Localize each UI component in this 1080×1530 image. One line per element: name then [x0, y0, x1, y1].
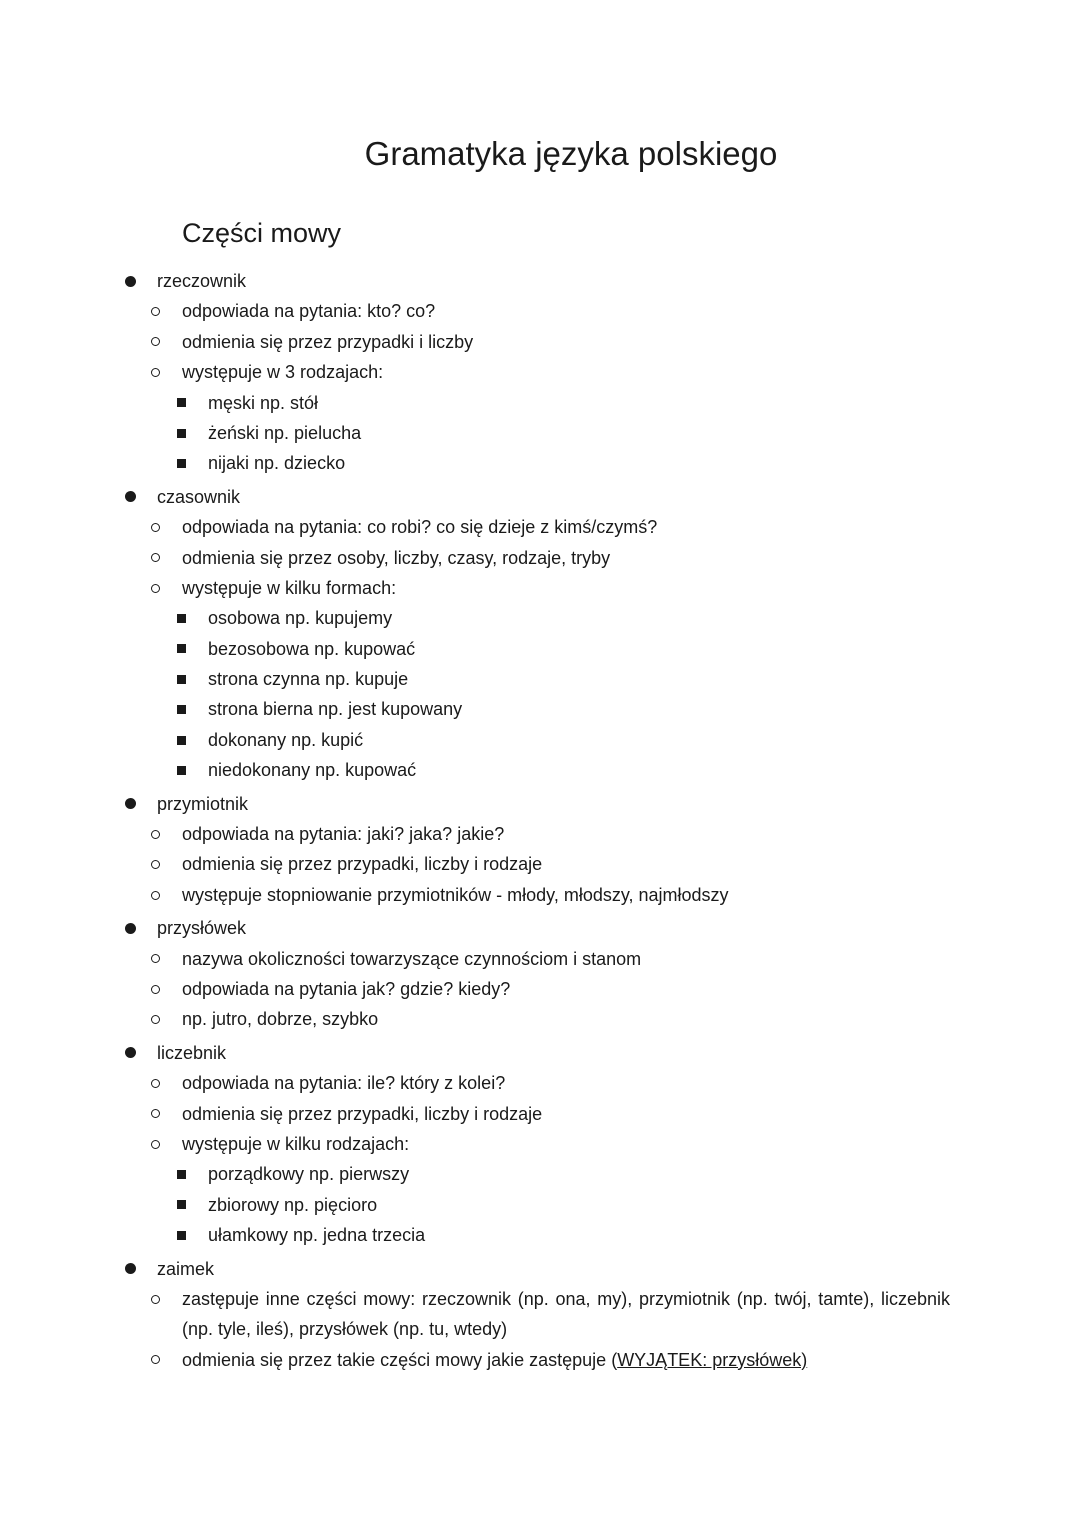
- list-item-level2: [0, 880, 1080, 910]
- group-przymiotnik: [0, 789, 1080, 911]
- list-item-level2: [0, 296, 1080, 326]
- hollow-bullet-icon: [148, 327, 162, 357]
- exception-note: WYJĄTEK: przysłówek): [617, 1349, 808, 1370]
- item-text: osobowa np. kupujemy: [208, 608, 393, 629]
- square-bullet-icon: [174, 1220, 188, 1250]
- list-item-level2: [0, 974, 1080, 1004]
- filled-bullet-icon: [123, 789, 137, 819]
- item-text: odmienia się przez przypadki, liczby i rodzaje: [182, 854, 543, 875]
- list-item-level2: [0, 1284, 1080, 1345]
- list-item-level3: [0, 634, 1080, 664]
- list-item-level1: [0, 482, 1080, 512]
- list-item-level2: [0, 543, 1080, 573]
- hollow-bullet-icon: [148, 1284, 162, 1314]
- item-text: występuje stopniowanie przymiotników - młody, młodszy, najmłodszy: [182, 884, 729, 905]
- hollow-bullet-icon: [148, 880, 162, 910]
- hollow-bullet-icon: [148, 974, 162, 1004]
- square-bullet-icon: [174, 388, 188, 418]
- item-label: liczebnik: [157, 1042, 227, 1063]
- item-text: występuje w kilku rodzajach:: [182, 1133, 410, 1154]
- hollow-bullet-icon: [148, 512, 162, 542]
- list-item-level2: [0, 1099, 1080, 1129]
- item-text: niedokonany np. kupować: [208, 760, 417, 781]
- item-text: odpowiada na pytania jak? gdzie? kiedy?: [182, 978, 511, 999]
- square-bullet-icon: [174, 725, 188, 755]
- list-item-level2: [0, 819, 1080, 849]
- list-item-level2: [0, 1004, 1080, 1034]
- square-bullet-icon: [174, 603, 188, 633]
- list-item-level3: [0, 1159, 1080, 1189]
- hollow-bullet-icon: [148, 1004, 162, 1034]
- list-item-level3: [0, 694, 1080, 724]
- list-item-level2: [0, 1068, 1080, 1098]
- square-bullet-icon: [174, 634, 188, 664]
- item-label: przymiotnik: [157, 793, 249, 814]
- parts-of-speech-list: [0, 266, 1080, 1375]
- filled-bullet-icon: [123, 1254, 137, 1284]
- list-item-level1: [0, 913, 1080, 943]
- item-text: odmienia się przez przypadki, liczby i rodzaje: [182, 1103, 543, 1124]
- list-item-level3: [0, 755, 1080, 785]
- item-text: odmienia się przez takie części mowy jakie zastępuje (: [182, 1349, 618, 1370]
- list-item-level2: [0, 573, 1080, 603]
- item-text: występuje w 3 rodzajach:: [182, 362, 384, 383]
- hollow-bullet-icon: [148, 1068, 162, 1098]
- list-item-level3: [0, 388, 1080, 418]
- group-rzeczownik: [0, 266, 1080, 479]
- hollow-bullet-icon: [148, 1129, 162, 1159]
- item-text: męski np. stół: [208, 392, 319, 413]
- square-bullet-icon: [174, 448, 188, 478]
- list-item-level3: [0, 1220, 1080, 1250]
- list-item-level1: [0, 266, 1080, 296]
- list-item-level2: [0, 512, 1080, 542]
- item-text: nazywa okoliczności towarzyszące czynnościom i stanom: [182, 948, 642, 969]
- item-text: ułamkowy np. jedna trzecia: [208, 1225, 426, 1246]
- item-label: czasownik: [157, 486, 241, 507]
- item-text: odpowiada na pytania: ile? który z kolei?: [182, 1073, 506, 1094]
- filled-bullet-icon: [123, 266, 137, 296]
- item-text: strona bierna np. jest kupowany: [208, 699, 463, 720]
- item-text: dokonany np. kupić: [208, 729, 364, 750]
- list-item-level3: [0, 418, 1080, 448]
- hollow-bullet-icon: [148, 944, 162, 974]
- list-item-level2: [0, 357, 1080, 387]
- hollow-bullet-icon: [148, 819, 162, 849]
- section-heading: Części mowy: [182, 218, 342, 248]
- square-bullet-icon: [174, 664, 188, 694]
- filled-bullet-icon: [123, 482, 137, 512]
- square-bullet-icon: [174, 418, 188, 448]
- filled-bullet-icon: [123, 1038, 137, 1068]
- square-bullet-icon: [174, 1190, 188, 1220]
- hollow-bullet-icon: [148, 543, 162, 573]
- list-item-level3: [0, 448, 1080, 478]
- item-text: odmienia się przez osoby, liczby, czasy, rodzaje, tryby: [182, 547, 611, 568]
- list-item-level2: [0, 1129, 1080, 1159]
- item-text: strona czynna np. kupuje: [208, 669, 409, 690]
- list-item-level3: [0, 664, 1080, 694]
- hollow-bullet-icon: [148, 573, 162, 603]
- list-item-level2: [0, 327, 1080, 357]
- square-bullet-icon: [174, 1159, 188, 1189]
- hollow-bullet-icon: [148, 357, 162, 387]
- list-item-level1: [0, 789, 1080, 819]
- item-text: odpowiada na pytania: jaki? jaka? jakie?: [182, 824, 505, 845]
- hollow-bullet-icon: [148, 296, 162, 326]
- item-text: bezosobowa np. kupować: [208, 638, 416, 659]
- list-item-level1: [0, 1038, 1080, 1068]
- item-text: występuje w kilku formach:: [182, 577, 397, 598]
- list-item-level3: [0, 725, 1080, 755]
- group-przyslowek: [0, 913, 1080, 1035]
- list-item-level3: [0, 603, 1080, 633]
- hollow-bullet-icon: [148, 849, 162, 879]
- item-text: odmienia się przez przypadki i liczby: [182, 331, 474, 352]
- item-label: rzeczownik: [157, 271, 247, 291]
- list-item-level2: [0, 849, 1080, 879]
- item-text: np. jutro, dobrze, szybko: [182, 1009, 379, 1030]
- group-czasownik: [0, 482, 1080, 786]
- hollow-bullet-icon: [148, 1345, 162, 1375]
- document-title: Gramatyka języka polskiego: [364, 135, 778, 172]
- list-item-level2: [0, 1345, 1080, 1375]
- item-text: porządkowy np. pierwszy: [208, 1164, 410, 1185]
- list-item-level2: [0, 944, 1080, 974]
- list-item-level3: [0, 1190, 1080, 1220]
- item-text: odpowiada na pytania: kto? co?: [182, 301, 436, 322]
- item-text: nijaki np. dziecko: [208, 453, 346, 474]
- group-liczebnik: [0, 1038, 1080, 1251]
- item-text: żeński np. pielucha: [208, 422, 362, 443]
- list-item-level1: [0, 1254, 1080, 1284]
- square-bullet-icon: [174, 755, 188, 785]
- square-bullet-icon: [174, 694, 188, 724]
- group-zaimek: [0, 1254, 1080, 1376]
- item-text: zastępuje inne części mowy: rzeczownik (np. ona, my), przymiotnik (np. twój, tamte), liczebnik (np. tyle, ileś), przysłówek (np. tu, wtedy): [182, 1288, 950, 1340]
- item-text: zbiorowy np. pięcioro: [208, 1194, 378, 1215]
- filled-bullet-icon: [123, 913, 137, 943]
- hollow-bullet-icon: [148, 1099, 162, 1129]
- item-label: zaimek: [157, 1258, 215, 1279]
- item-label: przysłówek: [157, 918, 247, 939]
- item-text: odpowiada na pytania: co robi? co się dzieje z kimś/czymś?: [182, 517, 658, 538]
